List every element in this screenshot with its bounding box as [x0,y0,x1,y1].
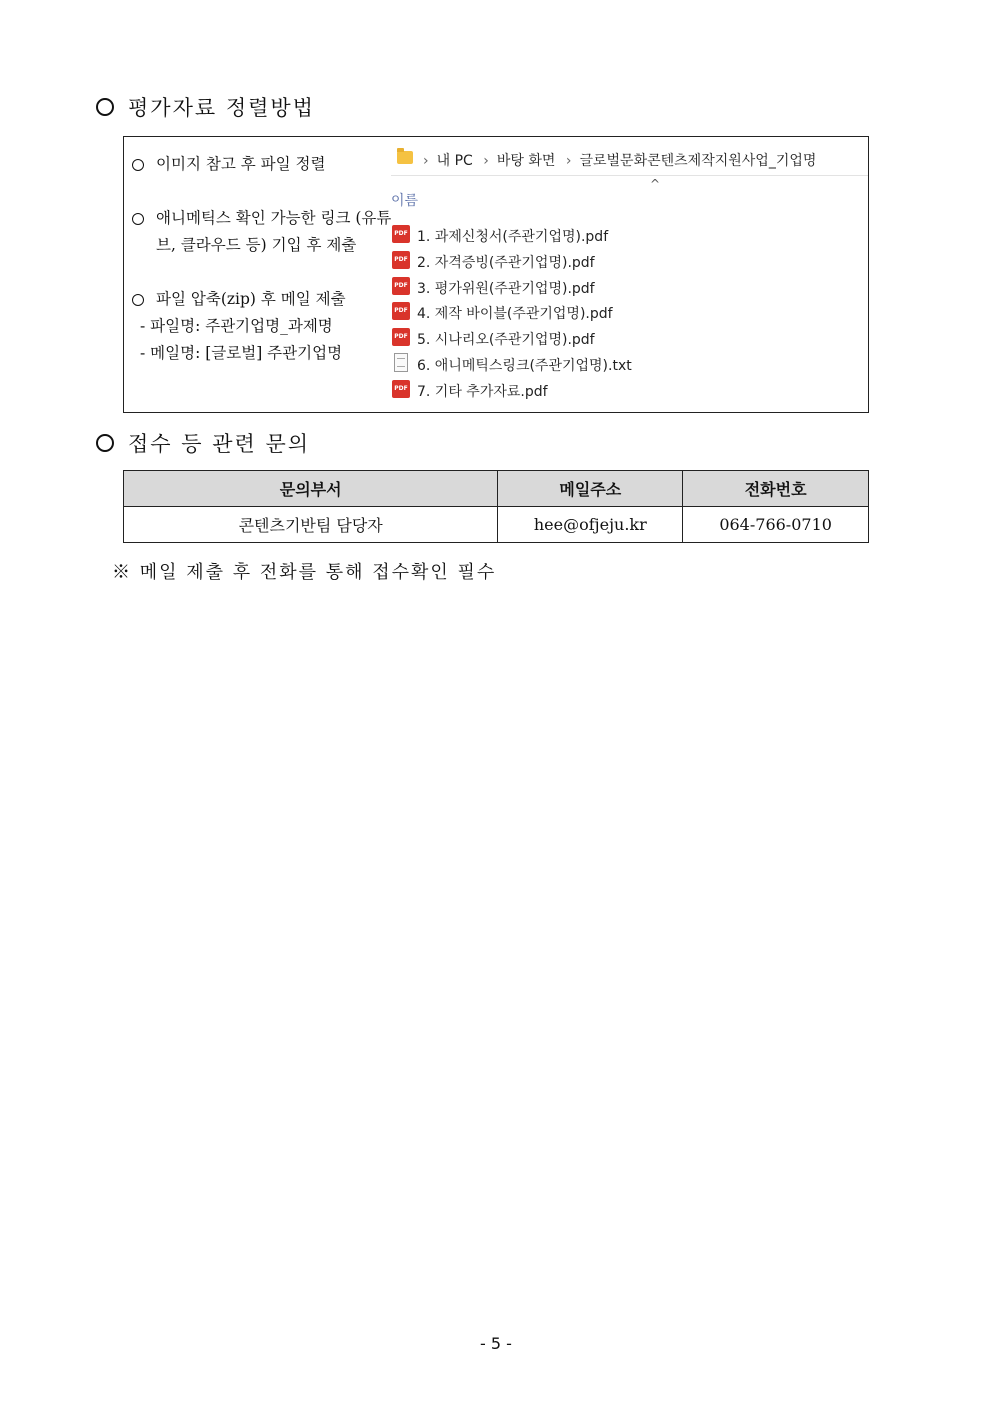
file-name: 4. 제작 바이블(주관기업명).pdf [417,306,613,323]
section-heading-sort-method [96,92,315,122]
file-name: 6. 애니메틱스링크(주관기업명).txt [417,357,632,374]
file-item [391,223,868,249]
table-header-row [124,471,869,507]
breadcrumb-item: 바탕 화면 [496,153,556,169]
instruction-text: 이미지 참고 후 파일 정렬 [156,155,326,173]
confirmation-note: ※ 메일 제출 후 전화를 통해 접수확인 필수 [112,562,497,583]
sub-note: - 파일명: 주관기업명_과제명 [140,317,333,335]
folder-icon [397,151,413,164]
table-row [124,507,869,543]
table-header-cell: 메일주소 [498,471,683,507]
section-heading-inquiry [96,428,310,458]
address-bar [391,147,868,176]
file-item [391,326,868,352]
pdf-icon: PDF [392,328,410,346]
sub-note: - 메일명: [글로벌] 주관기업명 [140,344,343,362]
instruction-text: 파일 압축(zip) 후 메일 제출 [156,290,346,308]
pdf-icon: PDF [392,277,410,295]
circle-bullet-icon [132,213,144,225]
chevron-right-icon: › [423,153,429,169]
column-header-name: 이름 [391,193,419,209]
file-item [391,300,868,326]
instruction-item [132,151,392,178]
instruction-item [132,286,392,313]
instruction-text: 애니메틱스 확인 가능한 링크 (유튜브, 클라우드 등) 기입 후 제출 [156,209,392,254]
file-name: 5. 시나리오(주관기업명).pdf [417,332,595,349]
file-item [391,352,868,378]
breadcrumb-item: 내 PC [436,153,473,169]
pdf-icon: PDF [392,251,410,269]
file-item [391,275,868,301]
hollow-circle-bullet-icon [96,434,114,452]
table-header-cell: 전화번호 [683,471,869,507]
section-title: 접수 등 관련 문의 [128,432,311,456]
section-title: 평가자료 정렬방법 [128,96,315,120]
file-name: 3. 평가위원(주관기업명).pdf [417,280,595,297]
instruction-box [123,136,869,413]
file-name: 2. 자격증빙(주관기업명).pdf [417,254,595,271]
instruction-item [132,205,392,259]
email-cell: hee@ofjeju.kr [498,507,683,543]
chevron-right-icon: › [483,153,489,169]
breadcrumb [423,150,822,170]
pdf-icon: PDF [392,225,410,243]
phone-cell: 064-766-0710 [683,507,869,543]
file-name: 1. 과제신청서(주관기업명).pdf [417,229,609,245]
breadcrumb-item: 글로벌문화콘텐츠제작지원사업_기업명 [579,153,817,169]
chevron-right-icon: › [565,153,572,169]
file-item [391,249,868,275]
text-file-icon [394,353,408,372]
department-cell: 콘텐츠기반팀 담당자 [124,507,498,543]
contact-table [123,470,869,543]
pdf-icon: PDF [392,380,410,398]
file-name: 7. 기타 추가자료.pdf [417,383,548,400]
circle-bullet-icon [132,294,144,306]
circle-bullet-icon [132,159,144,171]
hollow-circle-bullet-icon [96,98,114,116]
file-list [391,223,868,404]
pdf-icon: PDF [392,302,410,320]
page-number: - 5 - [480,1334,512,1353]
sort-caret-icon: ^ [650,177,661,191]
file-explorer-screenshot [391,137,868,412]
file-item [391,378,868,404]
instruction-list [132,151,392,367]
table-header-cell: 문의부서 [124,471,498,507]
